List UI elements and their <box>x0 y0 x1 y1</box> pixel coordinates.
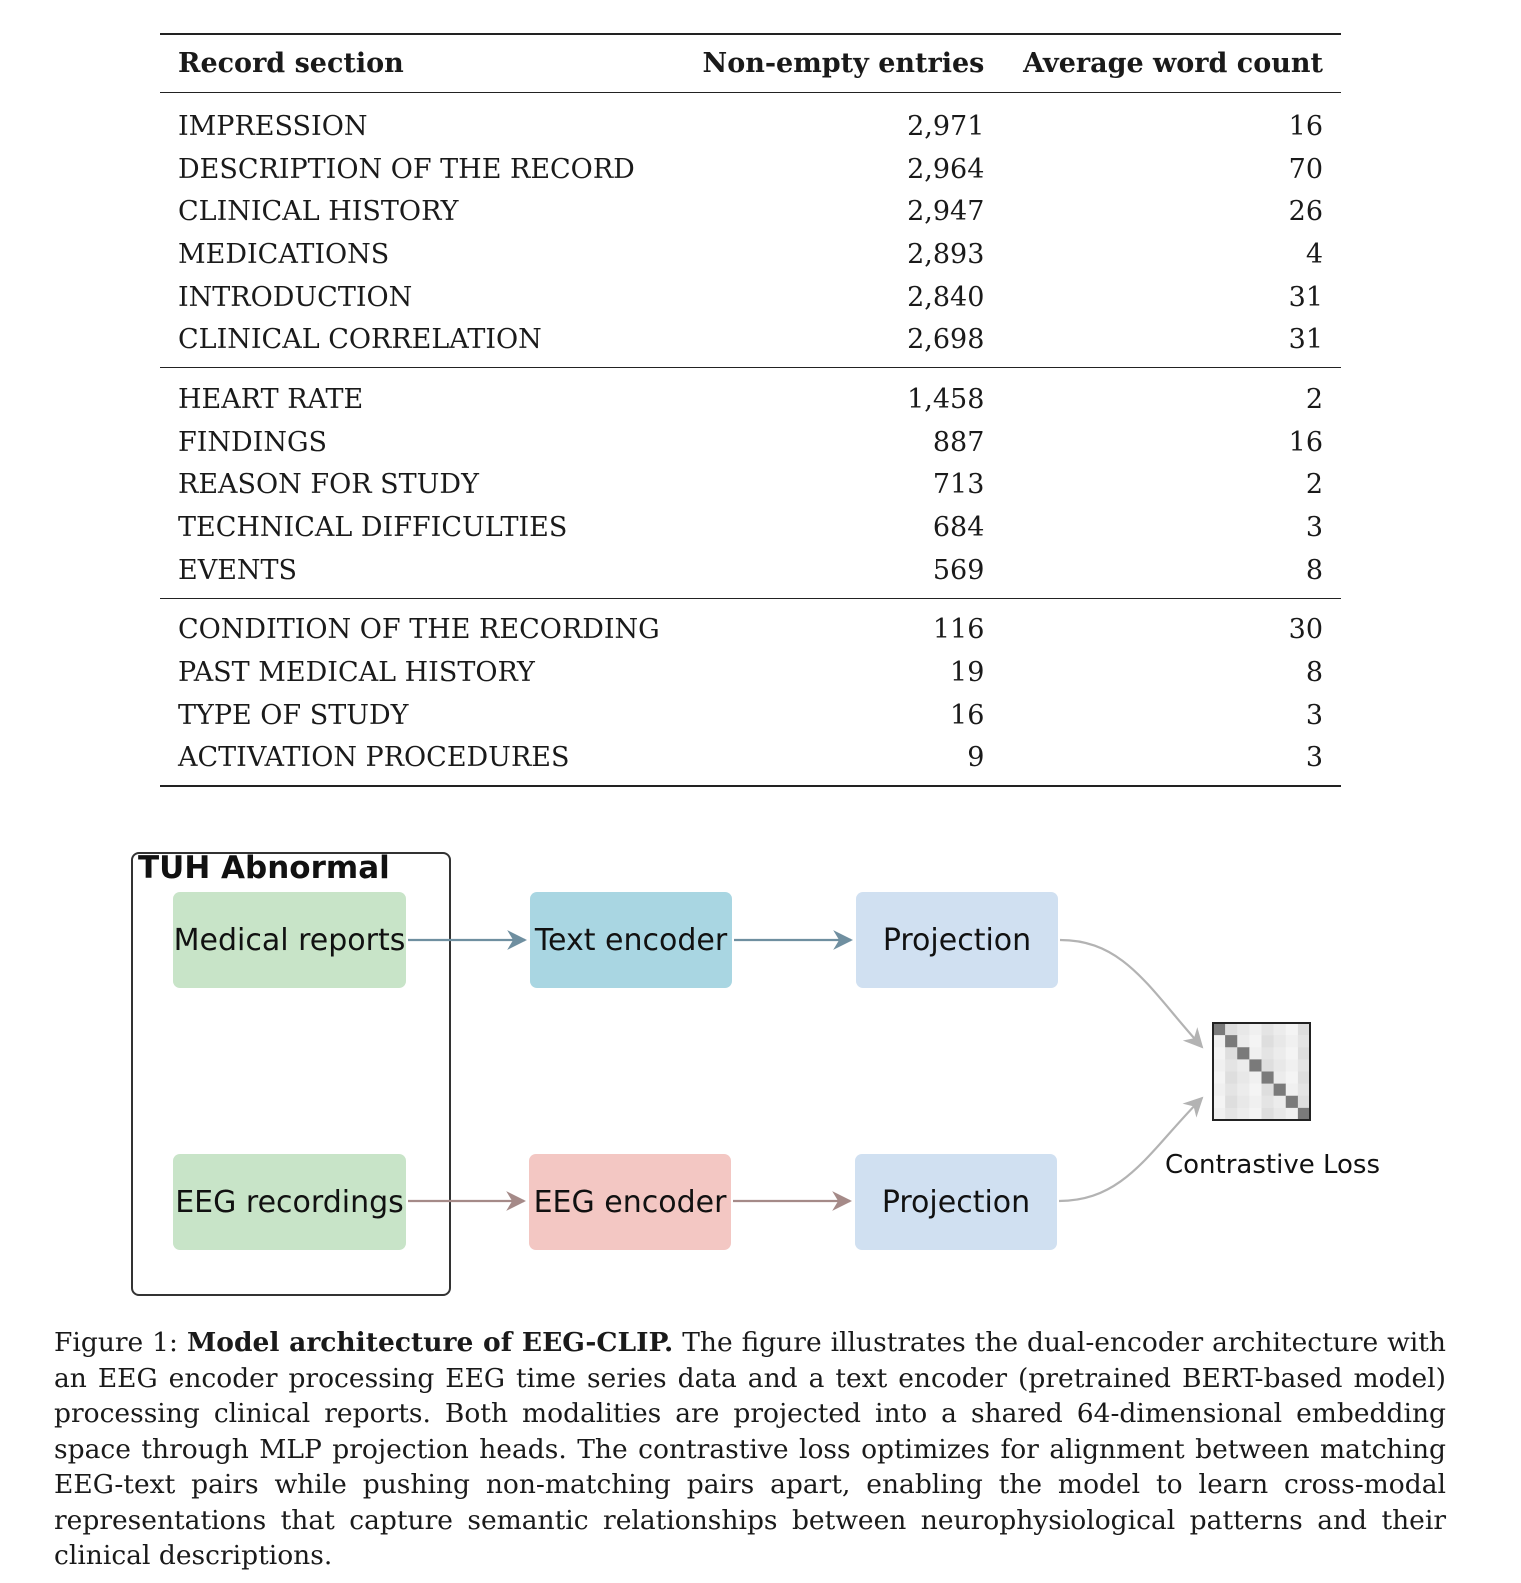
matrix-cell <box>1298 1023 1310 1035</box>
matrix-cell <box>1249 1096 1261 1108</box>
table-group-3 <box>160 598 1341 786</box>
cell-non-empty-entries: 2,947 <box>907 196 985 228</box>
table-row <box>160 148 1341 191</box>
cell-non-empty-entries: 2,698 <box>907 324 985 356</box>
figure-caption-body: The figure illustrates the dual-encoder architecture with an EEG encoder processing EEG time series data and a text encoder (pretrained BERT-based model) processing clinical reports. Both modalities are projected into a shared 64-dimensional embedding space through MLP projection heads. The contrastive loss optimizes for alignment between matching EEG-text pairs while pushing non-matching pairs apart, enabling the model to learn cross-modal representations that capture semantic relationships between neurophysiological patterns and their clinical descriptions. <box>54 1327 1446 1571</box>
matrix-cell <box>1225 1108 1237 1120</box>
eeg-projection-node <box>855 1154 1057 1250</box>
matrix-diagonal-cell <box>1249 1059 1261 1071</box>
table-row <box>160 276 1341 319</box>
cell-non-empty-entries: 19 <box>950 657 985 689</box>
matrix-diagonal-cell <box>1286 1096 1298 1108</box>
matrix-cell <box>1213 1072 1225 1084</box>
matrix-cell <box>1274 1059 1286 1071</box>
cell-average-word-count: 3 <box>1305 742 1323 774</box>
table-row <box>160 318 1341 367</box>
matrix-cell <box>1274 1047 1286 1059</box>
matrix-cell <box>1237 1023 1249 1035</box>
table-row <box>160 93 1341 148</box>
eeg-projection-label: Projection <box>881 1184 1031 1220</box>
contrastive-loss-label: Contrastive Loss <box>1165 1150 1380 1180</box>
matrix-cell <box>1237 1084 1249 1096</box>
cell-average-word-count: 16 <box>1288 426 1323 458</box>
cell-record-section: TECHNICAL DIFFICULTIES <box>178 512 568 544</box>
record-sections-table <box>160 33 1341 787</box>
matrix-cell <box>1225 1047 1237 1059</box>
matrix-cell <box>1286 1047 1298 1059</box>
table-row <box>160 506 1341 549</box>
dataset-label: TUH Abnormal <box>138 850 390 886</box>
matrix-cell <box>1262 1059 1274 1071</box>
matrix-cell <box>1237 1108 1249 1120</box>
eeg-recordings-node <box>173 1154 406 1250</box>
matrix-cell <box>1262 1023 1274 1035</box>
figure-title: Model architecture of EEG-CLIP. <box>186 1327 674 1358</box>
cell-non-empty-entries: 9 <box>967 742 985 774</box>
text-encoder-label: Text encoder <box>534 922 728 958</box>
table-row <box>160 233 1341 276</box>
table-row <box>160 368 1341 421</box>
matrix-diagonal-cell <box>1225 1035 1237 1047</box>
text-projection-label: Projection <box>882 922 1032 958</box>
record-sections-table-container <box>160 33 1341 787</box>
matrix-cell <box>1237 1059 1249 1071</box>
column-header-non-empty-entries: Non-empty entries <box>702 48 985 79</box>
cell-non-empty-entries: 2,964 <box>907 153 985 185</box>
arrow-text-projection-to-loss <box>1060 940 1202 1047</box>
matrix-cell <box>1262 1035 1274 1047</box>
eeg-encoder-label: EEG encoder <box>533 1184 727 1220</box>
matrix-cell <box>1213 1108 1225 1120</box>
matrix-cell <box>1262 1047 1274 1059</box>
cell-record-section: IMPRESSION <box>178 110 368 142</box>
figure-caption <box>54 1325 1446 1574</box>
cell-non-empty-entries: 887 <box>932 426 985 458</box>
matrix-cell <box>1298 1047 1310 1059</box>
table-header-row <box>160 34 1341 93</box>
matrix-cell <box>1286 1035 1298 1047</box>
cell-average-word-count: 31 <box>1288 324 1323 356</box>
text-encoder-node <box>530 892 732 988</box>
matrix-cell <box>1249 1035 1261 1047</box>
cell-record-section: CLINICAL CORRELATION <box>178 324 542 356</box>
matrix-cell <box>1262 1096 1274 1108</box>
matrix-cell <box>1298 1072 1310 1084</box>
cell-average-word-count: 4 <box>1305 238 1323 270</box>
cell-non-empty-entries: 2,971 <box>907 110 985 142</box>
matrix-diagonal-cell <box>1298 1108 1310 1120</box>
cell-average-word-count: 2 <box>1305 469 1323 501</box>
matrix-cell <box>1237 1072 1249 1084</box>
matrix-cell <box>1249 1047 1261 1059</box>
matrix-cell <box>1225 1023 1237 1035</box>
matrix-cell <box>1213 1047 1225 1059</box>
cell-average-word-count: 16 <box>1288 110 1323 142</box>
eeg-encoder-node <box>529 1154 731 1250</box>
matrix-cell <box>1286 1072 1298 1084</box>
matrix-cell <box>1213 1096 1225 1108</box>
cell-average-word-count: 8 <box>1305 554 1323 586</box>
cell-record-section: MEDICATIONS <box>178 238 390 270</box>
column-header-average-word-count: Average word count <box>1023 48 1323 79</box>
cell-non-empty-entries: 684 <box>932 512 985 544</box>
matrix-cell <box>1286 1023 1298 1035</box>
matrix-cell <box>1213 1035 1225 1047</box>
cell-average-word-count: 70 <box>1288 153 1323 185</box>
matrix-cell <box>1274 1108 1286 1120</box>
architecture-diagram <box>0 840 1521 1310</box>
similarity-matrix-icon <box>1213 1023 1310 1120</box>
medical-reports-label: Medical reports <box>173 922 406 958</box>
matrix-cell <box>1237 1096 1249 1108</box>
matrix-cell <box>1298 1059 1310 1071</box>
table-row <box>160 549 1341 598</box>
matrix-cell <box>1286 1108 1298 1120</box>
matrix-cell <box>1225 1084 1237 1096</box>
matrix-diagonal-cell <box>1213 1023 1225 1035</box>
matrix-cell <box>1274 1023 1286 1035</box>
table-group-1 <box>160 93 1341 368</box>
table-row <box>160 598 1341 651</box>
table-row <box>160 421 1341 464</box>
cell-record-section: TYPE OF STUDY <box>178 699 409 731</box>
cell-average-word-count: 30 <box>1288 614 1323 646</box>
column-header-record-section: Record section <box>178 48 404 79</box>
cell-record-section: CLINICAL HISTORY <box>178 196 459 228</box>
matrix-diagonal-cell <box>1274 1084 1286 1096</box>
table-row <box>160 694 1341 737</box>
cell-record-section: REASON FOR STUDY <box>178 469 479 501</box>
matrix-cell <box>1249 1072 1261 1084</box>
matrix-cell <box>1225 1096 1237 1108</box>
matrix-cell <box>1249 1108 1261 1120</box>
matrix-cell <box>1249 1084 1261 1096</box>
matrix-cell <box>1262 1108 1274 1120</box>
table-row <box>160 737 1341 787</box>
matrix-cell <box>1225 1072 1237 1084</box>
matrix-cell <box>1286 1084 1298 1096</box>
matrix-cell <box>1213 1059 1225 1071</box>
matrix-cell <box>1249 1023 1261 1035</box>
cell-non-empty-entries: 1,458 <box>907 383 985 415</box>
matrix-cell <box>1237 1035 1249 1047</box>
figure-number: Figure 1: <box>54 1327 178 1358</box>
cell-average-word-count: 2 <box>1305 383 1323 415</box>
matrix-diagonal-cell <box>1237 1047 1249 1059</box>
cell-record-section: INTRODUCTION <box>178 281 413 313</box>
cell-record-section: DESCRIPTION OF THE RECORD <box>178 153 635 185</box>
cell-average-word-count: 26 <box>1288 196 1323 228</box>
cell-average-word-count: 31 <box>1288 281 1323 313</box>
cell-record-section: CONDITION OF THE RECORDING <box>178 614 660 646</box>
cell-record-section: FINDINGS <box>178 426 328 458</box>
text-projection-node <box>856 892 1058 988</box>
cell-average-word-count: 3 <box>1305 699 1323 731</box>
matrix-cell <box>1274 1096 1286 1108</box>
cell-non-empty-entries: 2,893 <box>907 238 985 270</box>
cell-average-word-count: 3 <box>1305 512 1323 544</box>
matrix-cell <box>1298 1096 1310 1108</box>
matrix-cell <box>1298 1084 1310 1096</box>
medical-reports-node <box>173 892 406 988</box>
cell-record-section: HEART RATE <box>178 383 364 415</box>
cell-non-empty-entries: 2,840 <box>907 281 985 313</box>
matrix-cell <box>1262 1084 1274 1096</box>
matrix-cell <box>1286 1059 1298 1071</box>
matrix-cell <box>1274 1072 1286 1084</box>
matrix-cell <box>1225 1059 1237 1071</box>
cell-record-section: ACTIVATION PROCEDURES <box>178 742 570 774</box>
eeg-recordings-label: EEG recordings <box>175 1184 404 1220</box>
matrix-diagonal-cell <box>1262 1072 1274 1084</box>
table-group-2 <box>160 368 1341 598</box>
matrix-cell <box>1213 1084 1225 1096</box>
cell-non-empty-entries: 116 <box>932 614 985 646</box>
matrix-cell <box>1298 1035 1310 1047</box>
table-row <box>160 190 1341 233</box>
cell-record-section: PAST MEDICAL HISTORY <box>178 657 535 689</box>
cell-record-section: EVENTS <box>178 554 298 586</box>
cell-non-empty-entries: 16 <box>950 699 985 731</box>
cell-non-empty-entries: 713 <box>932 469 985 501</box>
cell-average-word-count: 8 <box>1305 657 1323 689</box>
matrix-cell <box>1274 1035 1286 1047</box>
table-row <box>160 651 1341 694</box>
table-row <box>160 464 1341 507</box>
cell-non-empty-entries: 569 <box>932 554 985 586</box>
